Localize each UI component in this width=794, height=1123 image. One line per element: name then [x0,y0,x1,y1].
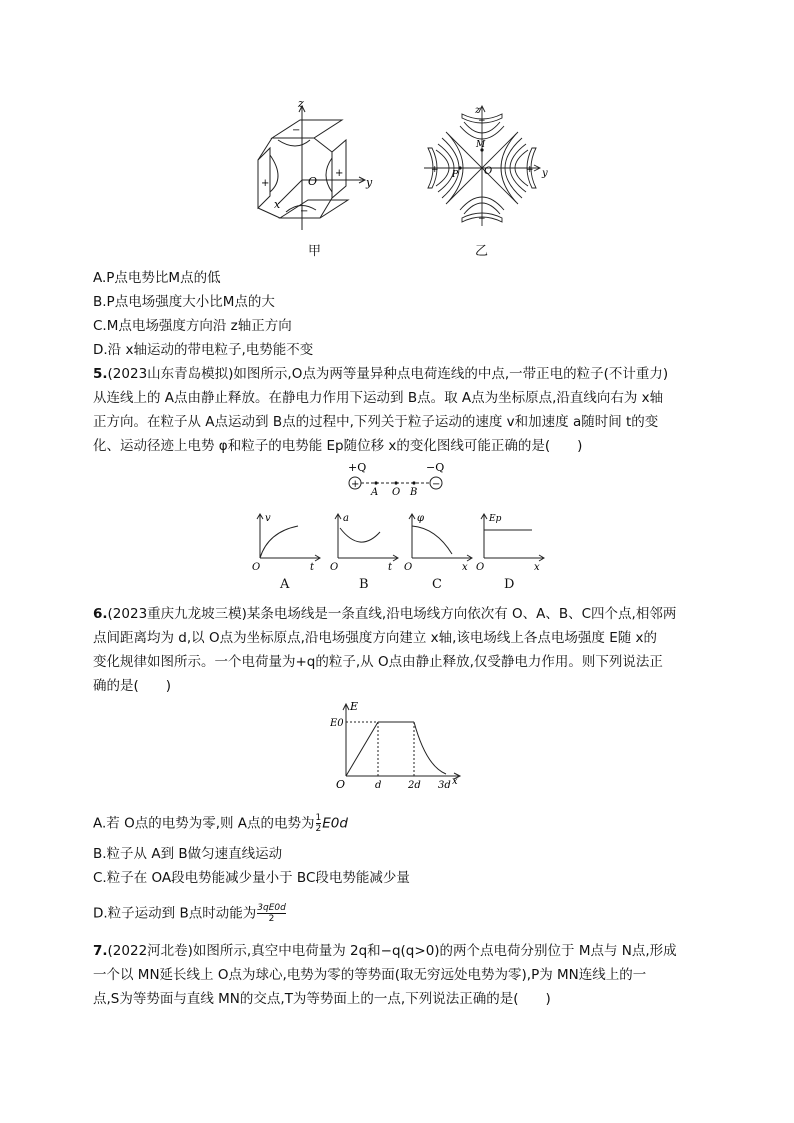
q6-e0-label: E0 [330,718,344,729]
figure-yi [422,104,552,234]
pt-b-label: B [410,487,418,496]
q6-text-1: (2023重庆九龙坡三模)某条电场线是一条直线,沿电场线方向依次有 O、A、B、C四个点,相邻两 [107,606,677,622]
minus-top: − [292,125,301,136]
graph-c-ylabel: φ [417,513,425,524]
q4-option-d: D.沿 x轴运动的带电粒子,电势能不变 [93,342,314,358]
q6-line-3: 变化规律如图所示。一个电荷量为+q的粒子,从 O点由静止释放,仅受静电力作用。则下列说法正 [93,654,663,670]
q5-line-2: 从连线上的 A点由静止释放。在静电力作用下运动到 B点。取 A点为坐标原点,沿直线向右为 x轴 [93,390,664,406]
point-m-label: M [476,140,486,150]
q6-graph [330,700,465,792]
q5-line-1 [93,365,668,383]
graph-a-xlabel: t [310,562,315,573]
minus-bottom-2: − [478,214,486,224]
q4-option-a: A.P点电势比M点的低 [93,270,221,286]
graph-d-xlabel: x [534,562,540,573]
q7-line-2: 一个以 MN延长线上 O点为球心,电势为零的等势面(取无穷远处电势为零),P为 MN连线上的一 [93,967,647,983]
q5-graph-b [330,508,402,574]
frac-d-den: 2 [268,914,275,924]
axis-x-label: x [274,198,281,211]
plus-right: + [335,168,344,179]
q6-option-a-tail: E0d [322,815,348,832]
q6-number: 6. [93,606,108,622]
q5-number: 5. [93,366,108,382]
graph-a-caption: A [280,577,290,592]
origin-label: O [308,175,318,188]
graph-c-origin: O [404,562,413,573]
minus-bottom: − [300,206,309,217]
plus-left: + [261,178,270,189]
q6-option-c: C.粒子在 OA段电势能减少量小于 BC段电势能减少量 [93,870,410,886]
q5-graph-d [476,508,548,574]
graph-b-caption: B [359,577,369,592]
charge-neg-sign: − [432,479,441,490]
q4-option-c: C.M点电场强度方向沿 z轴正方向 [93,318,292,334]
charge-pos-sign: + [351,479,360,490]
q6-line-1 [93,605,676,623]
plus-left-2: + [431,165,439,175]
q6-option-b: B.粒子从 A到 B做匀速直线运动 [93,846,283,862]
q5-text-1: (2023山东青岛模拟)如图所示,O点为两等量异种点电荷连线的中点,一带正电的粒子(不计重力) [107,366,669,382]
graph-a-origin: O [252,562,261,573]
graph-c-caption: C [432,577,442,592]
q7-text-1: (2022河北卷)如图所示,真空中电荷量为 2q和−q(q>0)的两个点电荷分别位于 M点与 N点,形成 [107,943,677,959]
q6-option-a-fraction [316,813,322,834]
axis-y-label: y [366,176,373,189]
q5-line-3: 正方向。在粒子从 A点运动到 B点的过程中,下列关于粒子运动的速度 v和加速度 a随时间 t的变 [93,414,659,430]
q6-tick-d: d [375,780,382,791]
axis-z-label-2: z [475,105,481,116]
q4-option-b: B.P点电场强度大小比M点的大 [93,294,275,310]
q6-tick-2d: 2d [408,780,421,791]
plus-right-2: + [526,165,534,175]
graph-c-xlabel: x [462,562,468,573]
frac-d-num: 3qE0d [257,903,286,913]
graph-d-ylabel: Ep [489,514,502,524]
charge-neg-label: −Q [426,461,445,474]
q6-option-d-fraction [257,903,286,924]
q7-line-3: 点,S为等势面与直线 MN的交点,T为等势面上的一点,下列说法正确的是( ) [93,991,551,1007]
frac-a-den: 2 [315,824,322,834]
q6-option-a [93,813,348,834]
pt-o-label: O [392,487,401,496]
q5-line-4: 化、运动径迹上电势 φ和粒子的电势能 Ep随位移 x的变化图线可能正确的是( ) [93,438,583,454]
graph-a-ylabel: v [265,513,271,524]
axis-y-label-2: y [542,168,548,179]
graph-d-origin: O [476,562,485,573]
point-p-label: P [452,170,459,180]
q6-ylabel: E [350,700,359,713]
q5-charges-diagram [340,460,450,496]
q6-option-d-text: D.粒子运动到 B点时动能为 [93,905,257,922]
q6-line-4: 确的是( ) [93,678,172,694]
axis-z-label: z [298,100,304,110]
q7-line-1 [93,942,677,960]
graph-b-ylabel: a [343,513,349,524]
origin-label-2: O [484,166,493,177]
q7-number: 7. [93,943,108,959]
graph-b-xlabel: t [388,562,393,573]
caption-jia: 甲 [308,244,322,259]
q6-origin: O [336,778,346,791]
q6-xlabel: x [452,776,458,787]
minus-top-2: − [478,116,486,126]
pt-a-label: A [371,487,379,496]
figure-jia [250,100,380,260]
q6-option-d [93,903,287,924]
q6-line-2: 点间距离均为 d,以 O点为坐标原点,沿电场强度方向建立 x轴,该电场线上各点电场强度 E随 x的 [93,630,658,646]
frac-a-num: 1 [315,813,322,823]
graph-b-origin: O [330,562,339,573]
caption-yi: 乙 [475,244,489,259]
q6-option-a-text: A.若 O点的电势为零,则 A点的电势为 [93,815,315,832]
charge-pos-label: +Q [348,461,367,474]
q6-tick-3d: 3d [438,780,451,791]
q5-graph-c [404,508,476,574]
q5-graph-a [252,508,324,574]
graph-d-caption: D [504,577,515,592]
